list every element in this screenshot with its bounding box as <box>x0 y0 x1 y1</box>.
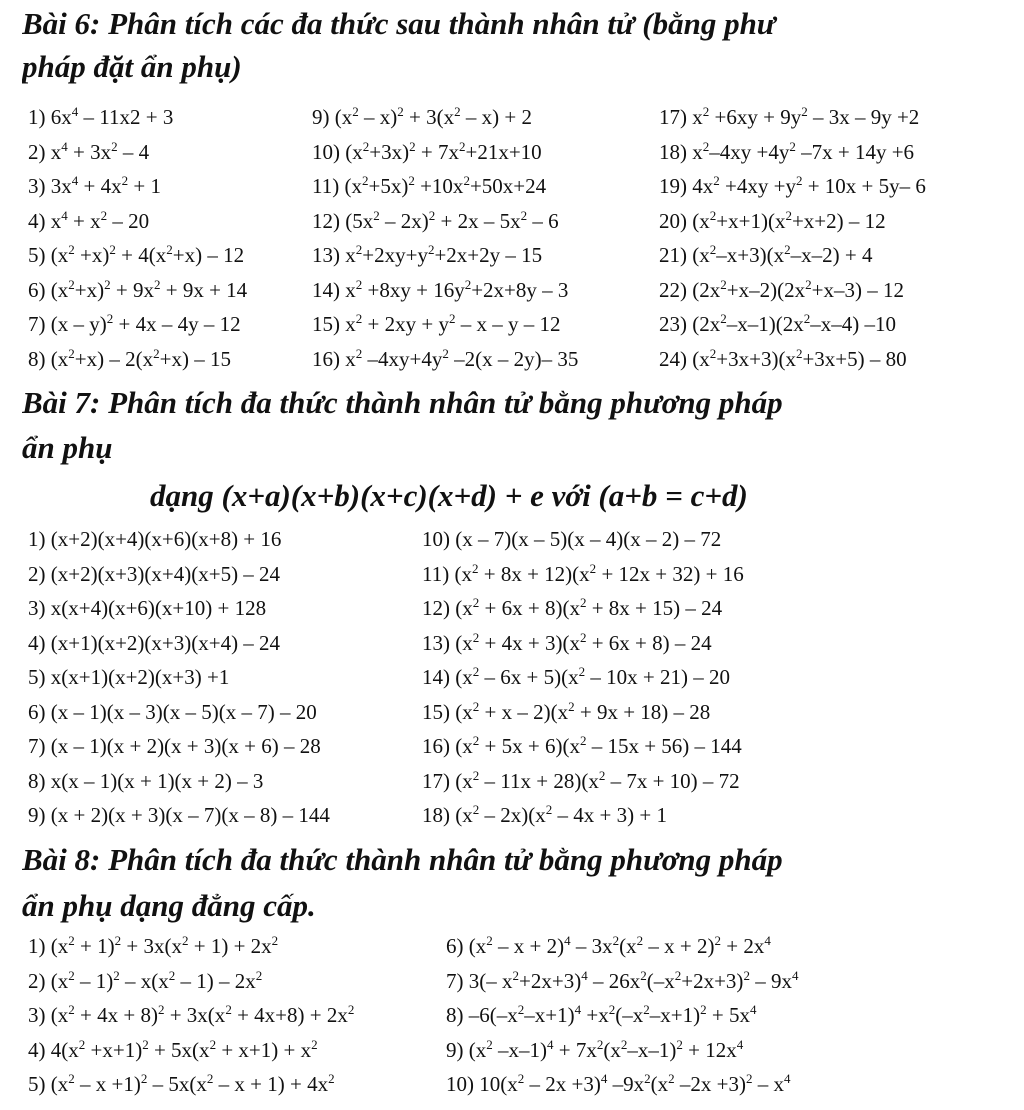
bai7-column-1 <box>28 522 330 833</box>
problem-item: 10) $10(x^2 - 2x +3)^4$ $-9x^2(x^2$ $-2x +3)^2 - x^4$ <box>446 1070 791 1096</box>
problem-item: 8) x(x – 1)(x + 1)(x + 2) – 3 <box>28 768 264 793</box>
bai7-form: dạng (x+a)(x+b)(x+c)(x+d) + e với (a+b = c+d) <box>150 478 748 513</box>
problem-item: 1) $(x^2 + 1)^2 + 3x(x^2 + 1) + 2x^2$ <box>28 932 279 958</box>
problem-item: 7) 3(– $x^2+2x+3)^4 - 26x^2(-x^2+2x+3)^2 - 9x^4$ <box>446 967 799 993</box>
problem-item: 4) $x^4 + x^2 - 20$ <box>28 207 150 233</box>
problem-item: 3) $3x^4 + 4x^2 + 1$ <box>28 172 161 198</box>
problem-item: 1) $6x^4 - 11x2 + 3$ <box>28 103 174 129</box>
problem-item: 16) $x^2$ $-4xy+4y^2$ –2(x – 2y)– 35 <box>312 345 579 371</box>
problem-item: 12) $(x^2 + 6x + 8)(x^2 + 8x + 15) - 24$ <box>422 594 723 620</box>
bai6-title-line2: pháp đặt ẩn phụ) <box>22 49 242 84</box>
bai7-title-line1: Bài 7: Phân tích đa thức thành nhân tử bằng phương pháp <box>22 385 783 420</box>
problem-item: 4) (x+1)(x+2)(x+3)(x+4) – 24 <box>28 630 281 655</box>
problem-item: 5) $(x^2 - x +1)^2 - 5x(x^2 - x + 1) + 4x^2$ <box>28 1070 335 1096</box>
problem-item: 18) $x^2-4xy +4y^2$ –7x + 14y +6 <box>659 138 915 164</box>
problem-item: 9) ($x^2$ $-x-1)^4 + 7x^2(x^2-x-1)^2 + 12x^4$ <box>446 1036 744 1062</box>
problem-item: 3) x(x+4)(x+6)(x+10) + 128 <box>28 596 267 620</box>
problem-item: 8) $(x^2+x) - 2(x^2+x) - 15$ <box>28 345 231 371</box>
problem-item: 9) $(x^2 - x)^2 + 3(x^2 - x) + 2$ <box>312 103 532 129</box>
bai8-title-line2: ẩn phụ dạng đẳng cấp. <box>22 888 316 923</box>
problem-item: 2) $(x^2 - 1)^2 - x(x^2 - 1) - 2x^2$ <box>28 967 263 993</box>
problem-item: 11) $(x^2+5x)^2 +10x^2+50x+24$ <box>312 172 547 198</box>
problem-item: 22) $(2x^2+x-2)(2x^2+x-3) - 12$ <box>659 276 904 302</box>
problem-item: 12) $(5x^2 - 2x)^2 + 2x - 5x^2 - 6$ <box>312 207 559 233</box>
bai6-column-3 <box>659 100 926 376</box>
problem-item: 6) (x – 1)(x – 3)(x – 5)(x – 7) – 20 <box>28 699 317 724</box>
problem-item: 14) $(x^2 - 6x + 5)(x^2 - 10x + 21) - 20$ <box>422 663 730 689</box>
bai6-column-1 <box>28 100 247 376</box>
bai8-column-1 <box>28 929 354 1102</box>
problem-item: 8) $-6(-x^2-x+1)^4 +x^2(-x^2-x+1)^2 + 5x^4$ <box>446 1001 757 1027</box>
problem-item: 19) $4x^2 +4xy +y^2 + 10x + 5y-$ 6 <box>659 172 926 198</box>
problem-item: 17) $x^2 +6xy + 9y^2 - 3x - 9y +2$ <box>659 103 920 129</box>
problem-item: 21) $(x^2-x+3)(x^2-x-2) + 4$ <box>659 241 873 267</box>
problem-item: 2) (x+2)(x+3)(x+4)(x+5) – 24 <box>28 561 281 586</box>
bai7-title-line2: ẩn phụ <box>22 430 113 465</box>
bai6-column-2 <box>312 100 578 376</box>
problem-item: 10) $(x^2+3x)^2 + 7x^2+21x+10$ <box>312 138 542 164</box>
problem-item: 20) $(x^2+x+1)(x^2+x+2) - 12$ <box>659 207 886 233</box>
problem-item: 11) $(x^2 + 8x + 12)(x^2 + 12x + 32) + 16$ <box>422 560 744 586</box>
problem-item: 23) $(2x^2-x-1)(2x^2-x-4)$ –10 <box>659 310 897 336</box>
problem-item: 6) $(x^2+x)^2 + 9x^2 + 9x + 14$ <box>28 276 248 302</box>
problem-item: 15) $(x^2 + x - 2)(x^2 + 9x + 18) - 28$ <box>422 698 711 724</box>
problem-item: 5) $(x^2 +x)^2 + 4(x^2+x) - 12$ <box>28 241 245 267</box>
problem-item: 1) (x+2)(x+4)(x+6)(x+8) + 16 <box>28 527 282 551</box>
problem-item: 14) $x^2 +8xy + 16y^2+2x+8y - 3$ <box>312 276 569 302</box>
problem-item: 7) (x – 1)(x + 2)(x + 3)(x + 6) – 28 <box>28 734 321 758</box>
problem-item: 9) (x + 2)(x + 3)(x – 7)(x – 8) – 144 <box>28 803 330 827</box>
problem-item: 2) $x^4 + 3x^2 - 4$ <box>28 138 150 164</box>
problem-item: 16) $(x^2 + 5x + 6)(x^2 - 15x + 56) - 144$ <box>422 732 742 758</box>
problem-item: 4) $4(x^2 +x+1)^2 + 5x(x^2 + x+1) + x^2$ <box>28 1036 318 1062</box>
problem-item: 17) $(x^2 - 11x + 28)(x^2 - 7x + 10) - 72$ <box>422 767 740 793</box>
bai8-column-2 <box>446 929 798 1102</box>
bai6-title-line1: Bài 6: Phân tích các đa thức sau thành nhân tử (bằng phư <box>22 6 776 41</box>
bai7-column-2 <box>422 522 744 833</box>
bai8-title-line1: Bài 8: Phân tích đa thức thành nhân tử bằng phương pháp <box>22 842 783 877</box>
problem-item: 5) x(x+1)(x+2)(x+3) +1 <box>28 665 230 689</box>
problem-item: 24) $(x^2+3x+3)(x^2+3x+5) - 80$ <box>659 345 907 371</box>
problem-item: 6) $(x^2 - x + 2)^4 - 3x^2(x^2 - x + 2)^2 + 2x^4$ <box>446 932 771 958</box>
problem-item: 7) (x – y)$^2$ + 4x – 4y – 12 <box>28 310 241 336</box>
problem-item: 15) $x^2 + 2xy + y^2 - x - y - 12$ <box>312 310 561 336</box>
problem-item: 13) $x^2+2xy+y^2+2x+2y - 15$ <box>312 241 543 267</box>
problem-item: 3) $(x^2 + 4x + 8)^2 + 3x(x^2 + 4x+8) + 2x^2$ <box>28 1001 355 1027</box>
problem-item: 10) (x – 7)(x – 5)(x – 4)(x – 2) – 72 <box>422 527 722 551</box>
problem-item: 13) $(x^2 + 4x + 3)(x^2 + 6x + 8) - 24$ <box>422 629 712 655</box>
problem-item: 18) $(x^2 - 2x)(x^2 - 4x + 3) + 1$ <box>422 801 667 827</box>
